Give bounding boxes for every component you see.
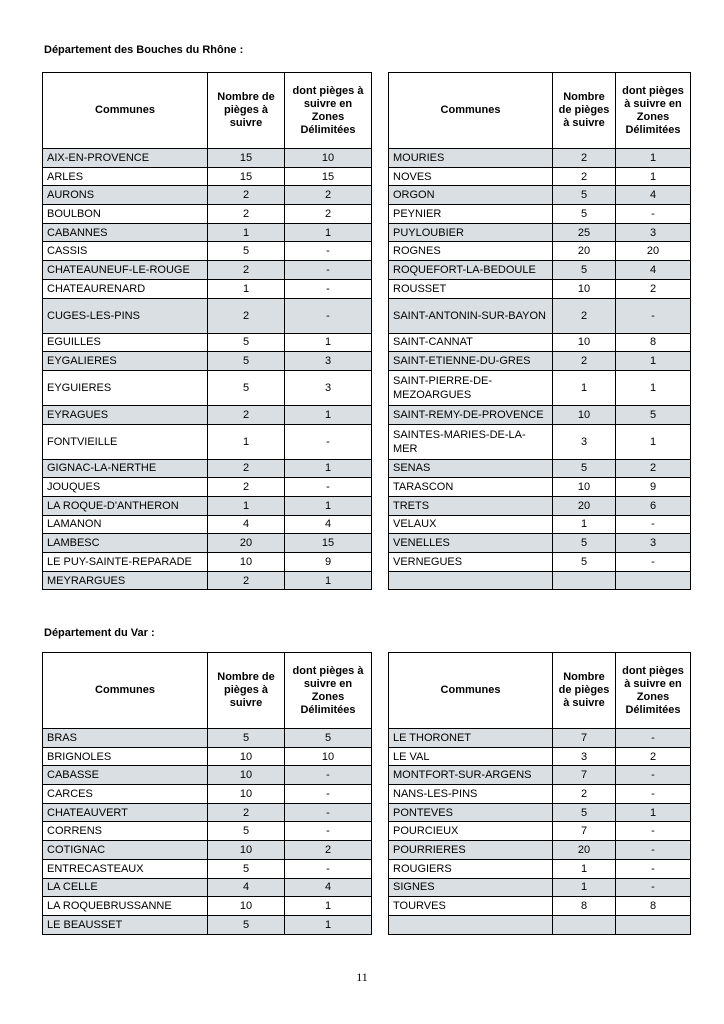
nombre-pieges-cell [553, 915, 616, 934]
zones-delimitees-cell: - [285, 242, 372, 261]
table-row [389, 352, 691, 371]
table-row [43, 298, 372, 333]
commune-cell: LA ROQUEBRUSSANNE [43, 897, 208, 916]
zones-delimitees-cell: 4 [616, 261, 691, 280]
zones-delimitees-cell: 8 [616, 897, 691, 916]
nombre-pieges-cell: 5 [208, 822, 285, 841]
commune-cell: FONTVIEILLE [43, 424, 208, 459]
commune-cell: CORRENS [43, 822, 208, 841]
table-row [43, 478, 372, 497]
nombre-pieges-cell: 10 [208, 553, 285, 572]
commune-cell: EGUILLES [43, 333, 208, 352]
table-row [43, 370, 372, 405]
table-row [389, 370, 691, 405]
table-row [43, 878, 372, 897]
commune-cell: NOVES [389, 167, 553, 186]
header-pieges-zones-delimitees: dont pièges à suivre en Zones Délimitées [616, 653, 691, 729]
table-row [389, 534, 691, 553]
nombre-pieges-cell: 2 [553, 352, 616, 371]
nombre-pieges-cell: 2 [553, 785, 616, 804]
nombre-pieges-cell: 5 [553, 803, 616, 822]
zones-delimitees-cell [616, 571, 691, 590]
commune-cell: CUGES-LES-PINS [43, 298, 208, 333]
commune-cell: MEYRARGUES [43, 571, 208, 590]
nombre-pieges-cell: 1 [208, 496, 285, 515]
zones-delimitees-cell: 1 [285, 571, 372, 590]
nombre-pieges-cell: 5 [553, 553, 616, 572]
traps-table-var-left [42, 652, 372, 935]
zones-delimitees-cell: 1 [285, 459, 372, 478]
commune-cell: CABANNES [43, 223, 208, 242]
commune-cell: GIGNAC-LA-NERTHE [43, 459, 208, 478]
page-number: 11 [356, 970, 368, 984]
table-row [389, 897, 691, 916]
nombre-pieges-cell: 3 [553, 747, 616, 766]
nombre-pieges-cell: 15 [208, 167, 285, 186]
nombre-pieges-cell: 5 [208, 859, 285, 878]
commune-cell: CHATEAURENARD [43, 279, 208, 298]
nombre-pieges-cell: 2 [208, 205, 285, 224]
nombre-pieges-cell: 4 [208, 878, 285, 897]
nombre-pieges-cell: 15 [208, 149, 285, 168]
zones-delimitees-cell: 2 [616, 459, 691, 478]
table-row [389, 333, 691, 352]
commune-cell: VERNEGUES [389, 553, 553, 572]
zones-delimitees-cell: 9 [285, 553, 372, 572]
table-row [389, 261, 691, 280]
commune-cell: SIGNES [389, 878, 553, 897]
zones-delimitees-cell: 1 [616, 424, 691, 459]
nombre-pieges-cell: 10 [553, 405, 616, 424]
table-row [389, 496, 691, 515]
commune-cell: ORGON [389, 186, 553, 205]
table-row [389, 729, 691, 748]
table-row [389, 298, 691, 333]
zones-delimitees-cell: 15 [285, 534, 372, 553]
nombre-pieges-cell: 1 [208, 223, 285, 242]
zones-delimitees-cell: 15 [285, 167, 372, 186]
table-row [43, 424, 372, 459]
table-row [43, 785, 372, 804]
commune-cell: LAMANON [43, 515, 208, 534]
commune-cell: ENTRECASTEAUX [43, 859, 208, 878]
commune-cell: BOULBON [43, 205, 208, 224]
nombre-pieges-cell: 5 [208, 352, 285, 371]
zones-delimitees-cell: 2 [285, 205, 372, 224]
zones-delimitees-cell: - [285, 822, 372, 841]
table-row [389, 841, 691, 860]
nombre-pieges-cell: 2 [208, 459, 285, 478]
nombre-pieges-cell: 1 [553, 515, 616, 534]
commune-cell: PEYNIER [389, 205, 553, 224]
nombre-pieges-cell: 2 [208, 261, 285, 280]
nombre-pieges-cell: 1 [553, 859, 616, 878]
zones-delimitees-cell: 1 [285, 333, 372, 352]
nombre-pieges-cell: 2 [208, 186, 285, 205]
zones-delimitees-cell: - [616, 878, 691, 897]
zones-delimitees-cell: 3 [285, 352, 372, 371]
table-row [389, 785, 691, 804]
nombre-pieges-cell: 25 [553, 223, 616, 242]
header-nombre-pieges: Nombre de pièges à suivre [208, 653, 285, 729]
commune-cell: LE PUY-SAINTE-REPARADE [43, 553, 208, 572]
zones-delimitees-cell: 10 [285, 149, 372, 168]
header-pieges-zones-delimitees: dont pièges à suivre en Zones Délimitées [616, 73, 691, 149]
nombre-pieges-cell: 8 [553, 897, 616, 916]
nombre-pieges-cell: 20 [208, 534, 285, 553]
table-row [43, 405, 372, 424]
nombre-pieges-cell: 10 [208, 766, 285, 785]
header-pieges-zones-delimitees: dont pièges à suivre en Zones Délimitées [285, 653, 372, 729]
commune-cell: SENAS [389, 459, 553, 478]
header-communes: Communes [389, 73, 553, 149]
nombre-pieges-cell [553, 571, 616, 590]
nombre-pieges-cell: 5 [553, 459, 616, 478]
commune-cell: CARCES [43, 785, 208, 804]
nombre-pieges-cell: 2 [208, 571, 285, 590]
zones-delimitees-cell: 4 [285, 515, 372, 534]
table-row [43, 915, 372, 934]
nombre-pieges-cell: 1 [208, 424, 285, 459]
zones-delimitees-cell: 2 [616, 279, 691, 298]
zones-delimitees-cell: 3 [616, 223, 691, 242]
nombre-pieges-cell: 5 [208, 333, 285, 352]
table-row [43, 333, 372, 352]
zones-delimitees-cell: 3 [285, 370, 372, 405]
zones-delimitees-cell: - [285, 298, 372, 333]
table-row [389, 515, 691, 534]
commune-cell: MONTFORT-SUR-ARGENS [389, 766, 553, 785]
table-row [389, 279, 691, 298]
zones-delimitees-cell: - [285, 859, 372, 878]
header-communes: Communes [43, 653, 208, 729]
commune-cell: SAINTES-MARIES-DE-LA-MER [389, 424, 553, 459]
commune-cell: SAINT-ETIENNE-DU-GRES [389, 352, 553, 371]
table-row [389, 747, 691, 766]
commune-cell: SAINT-PIERRE-DE-MEZOARGUES [389, 370, 553, 405]
zones-delimitees-cell: - [616, 515, 691, 534]
table-row [43, 186, 372, 205]
table-header-row [43, 653, 372, 729]
nombre-pieges-cell: 10 [208, 785, 285, 804]
zones-delimitees-cell: 4 [285, 878, 372, 897]
nombre-pieges-cell: 7 [553, 822, 616, 841]
nombre-pieges-cell: 1 [208, 279, 285, 298]
table-row [43, 167, 372, 186]
table-row [43, 729, 372, 748]
zones-delimitees-cell: 1 [616, 352, 691, 371]
table-row [43, 534, 372, 553]
nombre-pieges-cell: 20 [553, 242, 616, 261]
nombre-pieges-cell: 5 [553, 534, 616, 553]
header-nombre-pieges: Nombre de pièges à suivre [208, 73, 285, 149]
zones-delimitees-cell: 1 [616, 149, 691, 168]
table-row [43, 747, 372, 766]
header-communes: Communes [43, 73, 208, 149]
table-row [43, 571, 372, 590]
commune-cell: COTIGNAC [43, 841, 208, 860]
commune-cell [389, 571, 553, 590]
commune-cell: LE THORONET [389, 729, 553, 748]
commune-cell: POURCIEUX [389, 822, 553, 841]
table-row [43, 766, 372, 785]
traps-table-bouches-du-rhone-right [388, 72, 691, 590]
commune-cell: TOURVES [389, 897, 553, 916]
table-header-row [43, 73, 372, 149]
commune-cell: JOUQUES [43, 478, 208, 497]
commune-cell: EYRAGUES [43, 405, 208, 424]
nombre-pieges-cell: 5 [553, 205, 616, 224]
section-title-var: Département du Var : [44, 627, 155, 639]
nombre-pieges-cell: 5 [208, 242, 285, 261]
commune-cell: CHATEAUNEUF-LE-ROUGE [43, 261, 208, 280]
zones-delimitees-cell: 2 [285, 186, 372, 205]
nombre-pieges-cell: 5 [208, 915, 285, 934]
commune-cell: TRETS [389, 496, 553, 515]
nombre-pieges-cell: 7 [553, 766, 616, 785]
nombre-pieges-cell: 5 [208, 729, 285, 748]
header-communes: Communes [389, 653, 553, 729]
table-row [389, 149, 691, 168]
zones-delimitees-cell: 3 [616, 534, 691, 553]
commune-cell: CASSIS [43, 242, 208, 261]
table-row [389, 571, 691, 590]
commune-cell: CABASSE [43, 766, 208, 785]
nombre-pieges-cell: 10 [553, 279, 616, 298]
zones-delimitees-cell: - [285, 766, 372, 785]
nombre-pieges-cell: 20 [553, 841, 616, 860]
zones-delimitees-cell: - [616, 785, 691, 804]
zones-delimitees-cell: 20 [616, 242, 691, 261]
zones-delimitees-cell: 1 [285, 915, 372, 934]
commune-cell: PUYLOUBIER [389, 223, 553, 242]
commune-cell: ROUGIERS [389, 859, 553, 878]
commune-cell: LA CELLE [43, 878, 208, 897]
zones-delimitees-cell: - [285, 785, 372, 804]
table-row [43, 261, 372, 280]
zones-delimitees-cell: 1 [285, 496, 372, 515]
commune-cell: NANS-LES-PINS [389, 785, 553, 804]
table-row [43, 352, 372, 371]
nombre-pieges-cell: 3 [553, 424, 616, 459]
table-row [389, 424, 691, 459]
traps-table-var-right [388, 652, 691, 935]
zones-delimitees-cell [616, 915, 691, 934]
nombre-pieges-cell: 2 [553, 149, 616, 168]
table-row [43, 803, 372, 822]
table-row [43, 897, 372, 916]
section-title-bouches-du-rhone: Département des Bouches du Rhône : [44, 44, 244, 56]
commune-cell: LA ROQUE-D'ANTHERON [43, 496, 208, 515]
nombre-pieges-cell: 10 [208, 841, 285, 860]
zones-delimitees-cell: - [285, 261, 372, 280]
zones-delimitees-cell: 1 [616, 370, 691, 405]
nombre-pieges-cell: 2 [208, 298, 285, 333]
nombre-pieges-cell: 10 [553, 333, 616, 352]
commune-cell: EYGUIERES [43, 370, 208, 405]
table-row [43, 496, 372, 515]
table-row [389, 242, 691, 261]
commune-cell: ROUSSET [389, 279, 553, 298]
commune-cell: SAINT-REMY-DE-PROVENCE [389, 405, 553, 424]
zones-delimitees-cell: - [616, 553, 691, 572]
zones-delimitees-cell: 1 [285, 223, 372, 242]
zones-delimitees-cell: - [616, 298, 691, 333]
nombre-pieges-cell: 2 [553, 298, 616, 333]
zones-delimitees-cell: 8 [616, 333, 691, 352]
header-nombre-pieges: Nombre de pièges à suivre [553, 73, 616, 149]
nombre-pieges-cell: 7 [553, 729, 616, 748]
nombre-pieges-cell: 4 [208, 515, 285, 534]
table-header-row [389, 653, 691, 729]
header-pieges-zones-delimitees: dont pièges à suivre en Zones Délimitées [285, 73, 372, 149]
zones-delimitees-cell: 1 [285, 405, 372, 424]
table-row [389, 803, 691, 822]
nombre-pieges-cell: 1 [553, 878, 616, 897]
zones-delimitees-cell: - [285, 803, 372, 822]
nombre-pieges-cell: 5 [208, 370, 285, 405]
nombre-pieges-cell: 2 [208, 803, 285, 822]
zones-delimitees-cell: 2 [616, 747, 691, 766]
commune-cell: BRAS [43, 729, 208, 748]
table-row [389, 459, 691, 478]
table-row [43, 223, 372, 242]
nombre-pieges-cell: 1 [553, 370, 616, 405]
commune-cell: AIX-EN-PROVENCE [43, 149, 208, 168]
zones-delimitees-cell: - [616, 205, 691, 224]
nombre-pieges-cell: 2 [208, 478, 285, 497]
table-row [389, 186, 691, 205]
table-row [43, 822, 372, 841]
commune-cell: SAINT-ANTONIN-SUR-BAYON [389, 298, 553, 333]
nombre-pieges-cell: 10 [208, 897, 285, 916]
commune-cell: ROQUEFORT-LA-BEDOULE [389, 261, 553, 280]
zones-delimitees-cell: - [616, 729, 691, 748]
table-row [43, 149, 372, 168]
table-row [43, 242, 372, 261]
zones-delimitees-cell: - [616, 822, 691, 841]
commune-cell: SAINT-CANNAT [389, 333, 553, 352]
zones-delimitees-cell: 1 [616, 803, 691, 822]
zones-delimitees-cell: 4 [616, 186, 691, 205]
commune-cell [389, 915, 553, 934]
zones-delimitees-cell: 1 [285, 897, 372, 916]
table-row [43, 553, 372, 572]
nombre-pieges-cell: 10 [208, 747, 285, 766]
traps-table-bouches-du-rhone-left [42, 72, 372, 590]
commune-cell: VELAUX [389, 515, 553, 534]
table-row [43, 279, 372, 298]
commune-cell: LE BEAUSSET [43, 915, 208, 934]
nombre-pieges-cell: 2 [208, 405, 285, 424]
table-row [43, 459, 372, 478]
zones-delimitees-cell: - [285, 478, 372, 497]
commune-cell: MOURIES [389, 149, 553, 168]
zones-delimitees-cell: - [616, 841, 691, 860]
table-row [43, 841, 372, 860]
commune-cell: ROGNES [389, 242, 553, 261]
commune-cell: POURRIERES [389, 841, 553, 860]
table-row [389, 205, 691, 224]
commune-cell: EYGALIERES [43, 352, 208, 371]
zones-delimitees-cell: - [616, 766, 691, 785]
commune-cell: CHATEAUVERT [43, 803, 208, 822]
nombre-pieges-cell: 2 [553, 167, 616, 186]
zones-delimitees-cell: 1 [616, 167, 691, 186]
zones-delimitees-cell: - [285, 424, 372, 459]
header-nombre-pieges: Nombre de pièges à suivre [553, 653, 616, 729]
commune-cell: TARASCON [389, 478, 553, 497]
table-row [389, 822, 691, 841]
zones-delimitees-cell: 5 [616, 405, 691, 424]
table-row [389, 478, 691, 497]
zones-delimitees-cell: - [285, 279, 372, 298]
table-row [389, 167, 691, 186]
nombre-pieges-cell: 5 [553, 261, 616, 280]
commune-cell: VENELLES [389, 534, 553, 553]
table-row [43, 205, 372, 224]
table-row [389, 878, 691, 897]
nombre-pieges-cell: 10 [553, 478, 616, 497]
zones-delimitees-cell: - [616, 859, 691, 878]
zones-delimitees-cell: 9 [616, 478, 691, 497]
table-row [389, 859, 691, 878]
table-header-row [389, 73, 691, 149]
table-row [389, 405, 691, 424]
commune-cell: ARLES [43, 167, 208, 186]
commune-cell: LE VAL [389, 747, 553, 766]
table-row [389, 915, 691, 934]
nombre-pieges-cell: 5 [553, 186, 616, 205]
commune-cell: PONTEVES [389, 803, 553, 822]
nombre-pieges-cell: 20 [553, 496, 616, 515]
commune-cell: AURONS [43, 186, 208, 205]
commune-cell: LAMBESC [43, 534, 208, 553]
table-row [43, 859, 372, 878]
table-row [389, 223, 691, 242]
zones-delimitees-cell: 2 [285, 841, 372, 860]
table-row [43, 515, 372, 534]
table-row [389, 766, 691, 785]
zones-delimitees-cell: 10 [285, 747, 372, 766]
table-row [389, 553, 691, 572]
commune-cell: BRIGNOLES [43, 747, 208, 766]
zones-delimitees-cell: 5 [285, 729, 372, 748]
zones-delimitees-cell: 6 [616, 496, 691, 515]
